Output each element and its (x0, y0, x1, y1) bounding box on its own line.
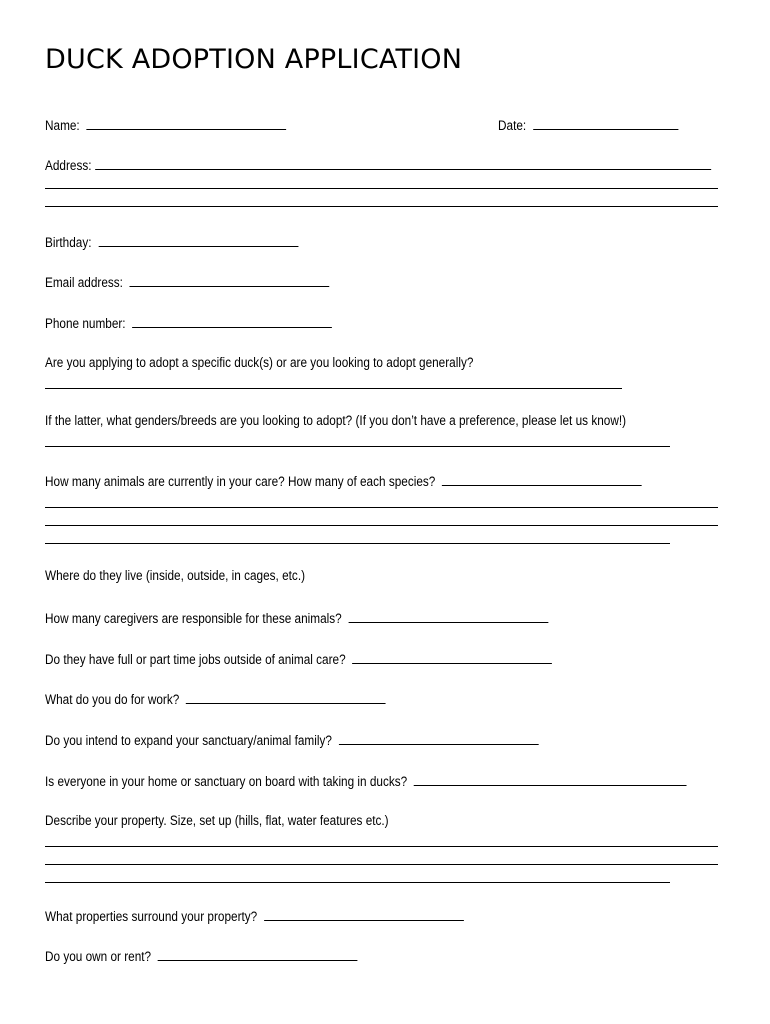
address-line-2[interactable] (45, 188, 718, 189)
name-row (45, 116, 286, 134)
answer-animals-line-2[interactable] (45, 507, 718, 508)
question-work (45, 690, 386, 708)
answer-animals-field[interactable] (442, 472, 642, 486)
question-surround-label: What properties surround your property? (45, 909, 258, 924)
question-caregivers (45, 609, 548, 627)
question-expand (45, 731, 538, 749)
phone-label: Phone number: (45, 316, 126, 331)
answer-expand-field[interactable] (339, 731, 539, 745)
email-field[interactable] (130, 273, 330, 287)
question-own-label: Do you own or rent? (45, 949, 152, 964)
question-work-label: What do you do for work? (45, 692, 180, 707)
question-onboard (45, 772, 687, 790)
answer-latter-line[interactable] (45, 446, 670, 447)
question-animals (45, 472, 642, 490)
question-animals-label: How many animals are currently in your care? How many of each species? (45, 474, 436, 489)
birthday-field[interactable] (98, 233, 298, 247)
question-onboard-label: Is everyone in your home or sanctuary on board with taking in ducks? (45, 774, 408, 789)
question-live-label: Where do they live (inside, outside, in cages, etc.) (45, 568, 306, 583)
answer-property-line-2[interactable] (45, 864, 718, 865)
answer-animals-line-4[interactable] (45, 543, 670, 544)
address-row (45, 156, 711, 174)
question-specific (45, 355, 473, 371)
question-live (45, 568, 305, 584)
answer-own-field[interactable] (158, 947, 358, 961)
date-field[interactable] (533, 116, 678, 130)
date-row (498, 116, 678, 134)
answer-work-field[interactable] (186, 690, 386, 704)
name-label: Name: (45, 118, 80, 133)
question-jobs-label: Do they have full or part time jobs outside of animal care? (45, 652, 346, 667)
page-title: DUCK ADOPTION APPLICATION (45, 44, 463, 75)
question-latter (45, 413, 626, 429)
address-field[interactable] (95, 156, 711, 170)
answer-specific-line[interactable] (45, 388, 622, 389)
question-property-label: Describe your property. Size, set up (hills, flat, water features etc.) (45, 813, 389, 828)
birthday-label: Birthday: (45, 235, 92, 250)
answer-onboard-field[interactable] (414, 772, 687, 786)
phone-field[interactable] (132, 314, 332, 328)
question-specific-label: Are you applying to adopt a specific duck(s) or are you looking to adopt generally? (45, 355, 474, 370)
question-expand-label: Do you intend to expand your sanctuary/animal family? (45, 733, 332, 748)
answer-property-line-1[interactable] (45, 846, 718, 847)
address-label: Address: (45, 158, 92, 173)
question-jobs (45, 650, 552, 668)
answer-caregivers-field[interactable] (349, 609, 549, 623)
answer-jobs-field[interactable] (352, 650, 552, 664)
question-surround (45, 907, 464, 925)
question-property (45, 813, 389, 829)
date-label: Date: (498, 118, 527, 133)
question-caregivers-label: How many caregivers are responsible for these animals? (45, 611, 342, 626)
answer-property-line-3[interactable] (45, 882, 670, 883)
name-field[interactable] (87, 116, 287, 130)
answer-animals-line-3[interactable] (45, 525, 718, 526)
email-row (45, 273, 330, 291)
question-own (45, 947, 358, 965)
birthday-row (45, 233, 298, 251)
question-latter-label: If the latter, what genders/breeds are you looking to adopt? (If you don’t have a preference, please let us know!) (45, 413, 627, 428)
answer-surround-field[interactable] (264, 907, 464, 921)
email-label: Email address: (45, 275, 123, 290)
phone-row (45, 314, 332, 332)
address-line-3[interactable] (45, 206, 718, 207)
